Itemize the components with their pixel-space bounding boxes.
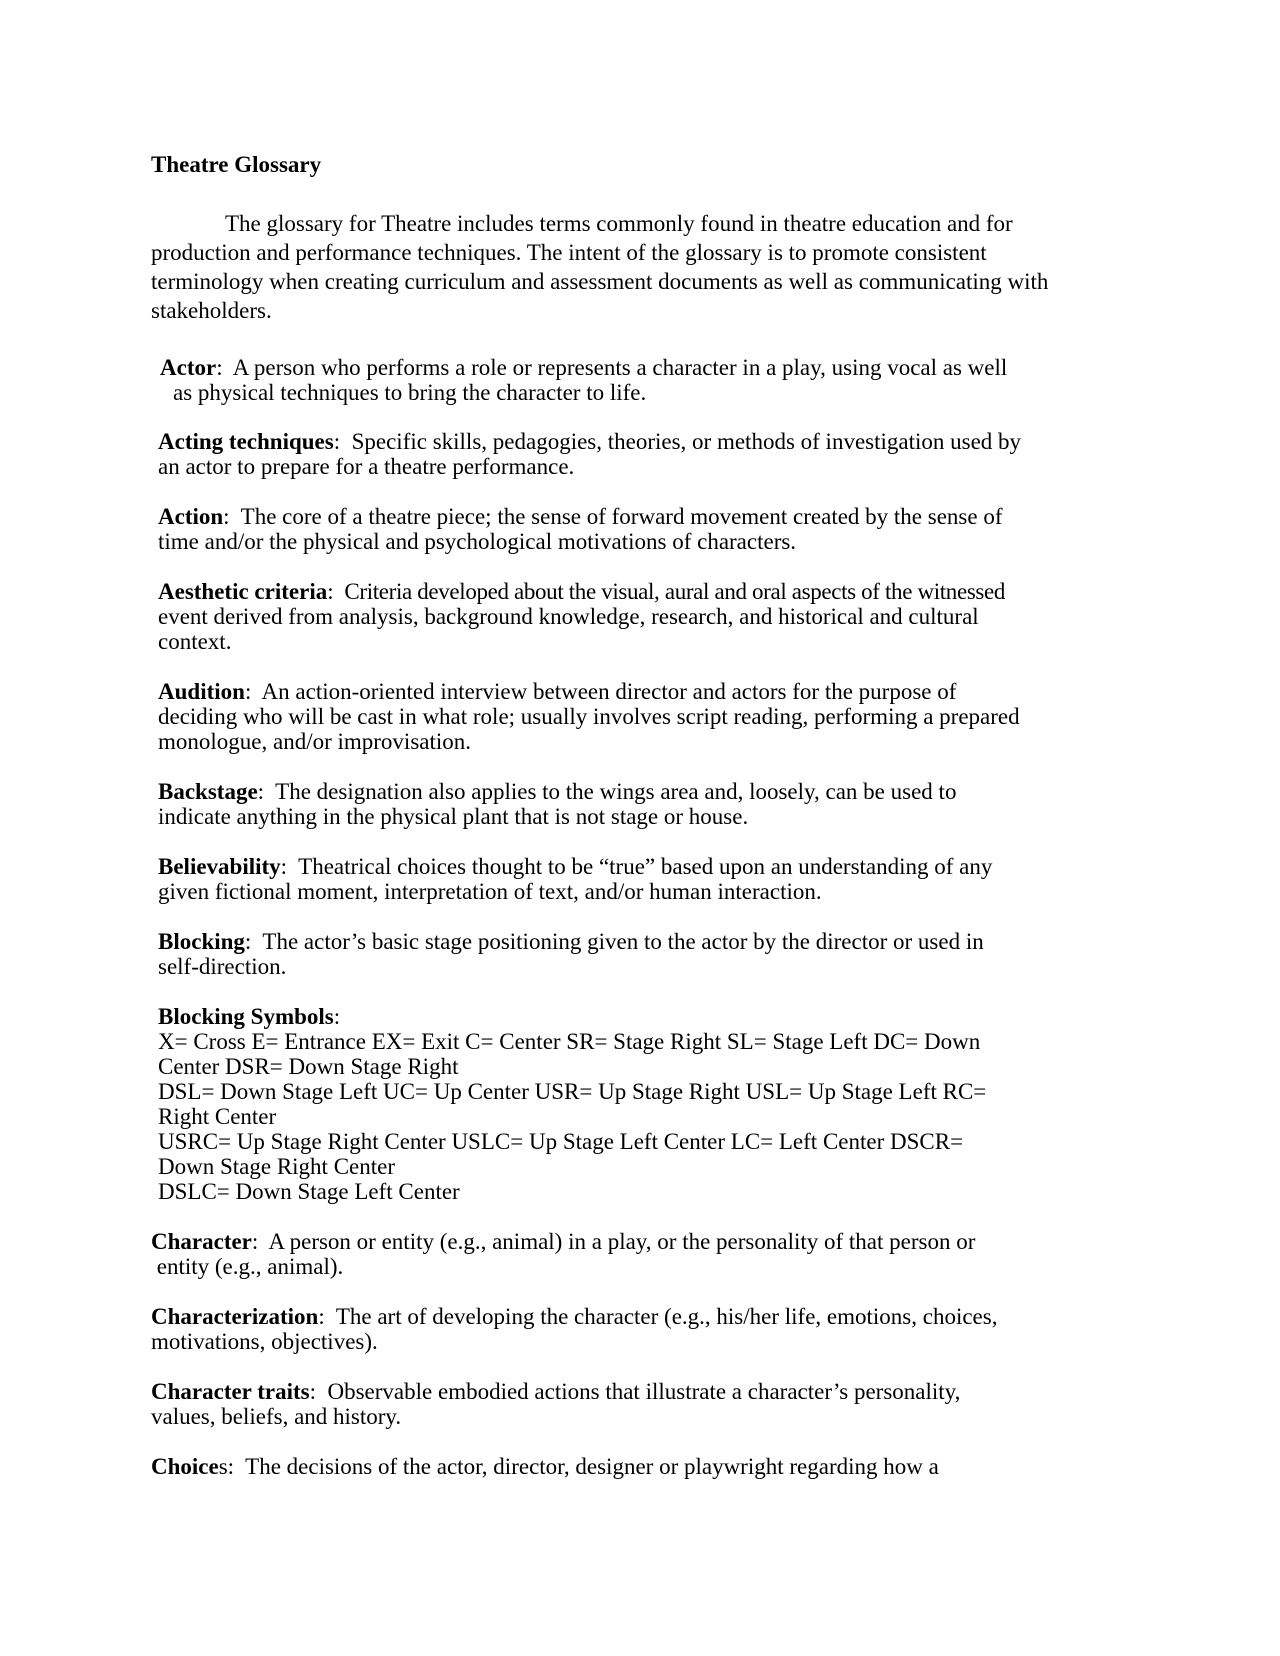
entry-line: monologue, and/or improvisation.	[158, 729, 472, 754]
entry-separator: :	[251, 1229, 259, 1254]
symbols-line: X= Cross E= Entrance EX= Exit C= Center SR= Stage Right SL= Stage Left DC= Down	[158, 1029, 981, 1054]
entry-line	[151, 1379, 1111, 1404]
entry-definition: A person or entity (e.g., animal) in a play, or the personality of that person or	[258, 1229, 976, 1254]
entry-term: Blocking Symbols	[158, 1004, 334, 1029]
glossary-entry-blocking-symbols	[158, 1004, 1118, 1204]
glossary-entry-character	[151, 1229, 1111, 1279]
entry-definition: The designation also applies to the wings area and, loosely, can be used to	[264, 779, 957, 804]
entry-line	[151, 1229, 1111, 1254]
entry-separator: :	[223, 504, 230, 529]
glossary-entry-acting-techniques	[158, 429, 1118, 479]
glossary-entry-character-traits	[151, 1379, 1111, 1429]
glossary-entry-backstage	[158, 779, 1118, 829]
symbols-line: Right Center	[158, 1104, 277, 1129]
entry-separator: :	[280, 854, 288, 879]
entry-line: motivations, objectives).	[151, 1329, 378, 1354]
entry-separator: :	[309, 1379, 316, 1404]
glossary-entry-audition	[158, 679, 1118, 754]
entry-separator: :	[318, 1304, 325, 1329]
entry-definition: Criteria developed about the visual, aural and oral aspects of the witnessed	[333, 579, 1006, 604]
entry-line	[158, 579, 1118, 604]
entry-line	[158, 1004, 1118, 1029]
page-title: Theatre Glossary	[151, 152, 322, 177]
glossary-entry-believability	[158, 854, 1118, 904]
entry-term: Choice	[151, 1454, 219, 1479]
entry-line: context.	[158, 629, 232, 654]
entry-line: values, beliefs, and history.	[151, 1404, 402, 1429]
entry-definition: Observable embodied actions that illustrate a character’s personality,	[316, 1379, 961, 1404]
entry-separator: :	[333, 429, 341, 454]
entry-line	[158, 429, 1118, 454]
entry-line: event derived from analysis, background knowledge, research, and historical and cultural	[158, 604, 979, 629]
glossary-entry-actor	[160, 355, 1120, 405]
entry-term: Characterization	[151, 1304, 319, 1329]
entry-separator: :	[257, 779, 265, 804]
entry-line	[158, 779, 1118, 804]
entry-line	[158, 504, 1118, 529]
entry-term: Action	[158, 504, 224, 529]
entry-definition: An action-oriented interview between director and actors for the purpose of	[251, 679, 957, 704]
entry-term: Blocking	[158, 929, 245, 954]
entry-definition: A person who performs a role or represents a character in a play, using vocal as well	[222, 355, 1008, 380]
entry-term: Audition	[158, 679, 245, 704]
entry-line: given fictional moment, interpretation of text, and/or human interaction.	[158, 879, 822, 904]
entry-line	[158, 854, 1118, 879]
entry-separator: :	[333, 1004, 341, 1029]
entry-term: Character traits	[151, 1379, 310, 1404]
symbols-line: USRC= Up Stage Right Center USLC= Up Stage Left Center LC= Left Center DSCR=	[158, 1129, 964, 1154]
entry-line: time and/or the physical and psychological motivations of characters.	[158, 529, 797, 554]
entry-line: self-direction.	[158, 954, 287, 979]
glossary-entry-blocking	[158, 929, 1118, 979]
entry-definition: The decisions of the actor, director, designer or playwright regarding how a	[234, 1454, 939, 1479]
intro-paragraph: The glossary for Theatre includes terms commonly found in theatre education and for production and performance techniques. The intent of the glossary is to promote consistent terminology when creating curriculum and assessment documents as well as communicating with stakeholders.	[151, 211, 1049, 323]
entry-definition: The core of a theatre piece; the sense of forward movement created by the sense of	[229, 504, 1003, 529]
entry-line	[158, 679, 1118, 704]
entry-definition: The art of developing the character (e.g., his/her life, emotions, choices,	[324, 1304, 998, 1329]
glossary-entry-choices	[151, 1454, 1111, 1479]
symbols-line: DSL= Down Stage Left UC= Up Center USR= Up Stage Right USL= Up Stage Left RC=	[158, 1079, 987, 1104]
entry-separator: :	[244, 929, 252, 954]
entry-term-suffix: s	[218, 1454, 228, 1479]
entry-line	[158, 929, 1118, 954]
entry-line: entity (e.g., animal).	[151, 1254, 344, 1279]
entry-term: Character	[151, 1229, 252, 1254]
entry-separator: :	[227, 1454, 235, 1479]
entry-separator: :	[244, 679, 252, 704]
entry-line: indicate anything in the physical plant that is not stage or house.	[158, 804, 749, 829]
entry-separator: :	[216, 355, 223, 380]
entry-term: Backstage	[158, 779, 258, 804]
entry-term: Actor	[160, 355, 217, 380]
entry-line: as physical techniques to bring the character to life.	[173, 380, 647, 405]
entry-definition: The actor’s basic stage positioning given to the actor by the director or used in	[251, 929, 984, 954]
entry-term: Acting techniques	[158, 429, 334, 454]
entry-definition: Theatrical choices thought to be “true” based upon an understanding of any	[287, 854, 993, 879]
entry-definition: Specific skills, pedagogies, theories, or methods of investigation used by	[340, 429, 1022, 454]
entry-line	[151, 1304, 1111, 1329]
glossary-entry-aesthetic-criteria	[158, 579, 1118, 654]
entry-term: Believability	[158, 854, 281, 879]
symbols-line: DSLC= Down Stage Left Center	[158, 1179, 460, 1204]
entry-line	[160, 355, 1120, 380]
entry-term: Aesthetic criteria	[158, 579, 328, 604]
glossary-entry-action	[158, 504, 1118, 554]
symbols-line: Center DSR= Down Stage Right	[158, 1054, 459, 1079]
glossary-entry-characterization	[151, 1304, 1111, 1354]
entry-line	[151, 1454, 1111, 1479]
symbols-line: Down Stage Right Center	[158, 1154, 395, 1179]
entry-line: deciding who will be cast in what role; usually involves script reading, performing a prepared	[158, 704, 1020, 729]
entry-separator: :	[327, 579, 334, 604]
entry-line: an actor to prepare for a theatre performance.	[158, 454, 575, 479]
